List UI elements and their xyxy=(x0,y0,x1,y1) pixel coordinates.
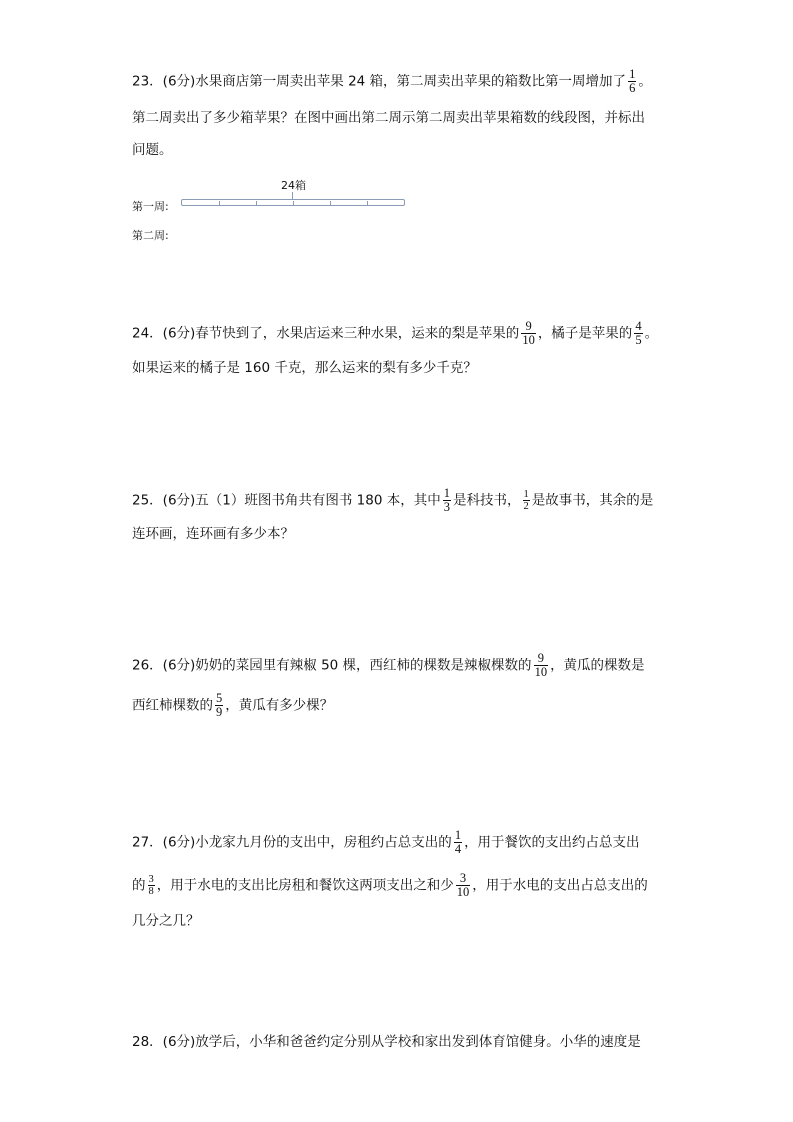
q27-fraction-rent: $\frac{1}{4}$ xyxy=(454,828,462,856)
q24-line1: 24．(6分)春节快到了，水果店运来三种水果，运来的梨是苹果的 $\frac{9}{10}$ ，橘子是苹果的 $\frac{4}{5}$ 。 xyxy=(132,319,659,347)
diagram-top-tick xyxy=(292,192,293,199)
q27-fraction-less: $\frac{3}{10}$ xyxy=(456,871,470,899)
q26-fraction-tomato: $\frac{9}{10}$ xyxy=(534,651,548,679)
q24-fraction-orange: $\frac{4}{5}$ xyxy=(635,319,642,347)
q25-line1: 25．(6分)五（1）班图书角共有图书 180 本，其中 $\frac{1}{3}$ 是科技书， $\frac{1}{2}$ 是故事书，其余的是 xyxy=(132,486,654,514)
segment-tick xyxy=(256,201,257,205)
diagram-top-label: 24箱 xyxy=(281,179,306,192)
week1-segment-bar xyxy=(181,199,405,206)
q26-line2: 西红柿棵数的 $\frac{5}{9}$ ，黄瓜有多少棵？ xyxy=(132,691,334,719)
q27-line2: 的 $\frac{3}{8}$ ，用于水电的支出比房租和餐饮这两项支出之和少 $\frac{3}{10}$ ，用于水电的支出占总支出的 xyxy=(132,871,648,899)
q23-fraction: $\frac{1}{6}$ xyxy=(629,67,636,95)
week1-label: 第一周: xyxy=(132,200,169,213)
q25-fraction-science: $\frac{1}{3}$ xyxy=(443,486,450,514)
q25-fraction-story: $\frac{1}{2}$ xyxy=(523,489,529,512)
segment-tick xyxy=(330,201,331,205)
q23-line3: 问题。 xyxy=(132,142,173,158)
q27-line3: 几分之几？ xyxy=(132,913,200,929)
q27-fraction-food: $\frac{3}{8}$ xyxy=(148,874,154,897)
q25-line2: 连环画，连环画有多少本？ xyxy=(132,526,294,542)
q28-line1: 28．(6分)放学后，小华和爸爸约定分别从学校和家出发到体育馆健身。小华的速度是 xyxy=(132,1034,641,1050)
q27-line1: 27．(6分)小龙家九月份的支出中，房租约占总支出的 $\frac{1}{4}$ ，用于餐饮的支出约占总支出 xyxy=(132,828,640,856)
segment-tick xyxy=(219,201,220,205)
q24-fraction-pear: $\frac{9}{10}$ xyxy=(522,319,535,347)
segment-tick xyxy=(367,201,368,205)
q26-fraction-cucumber: $\frac{5}{9}$ xyxy=(216,691,223,719)
q24-line2: 如果运来的橘子是 160 千克，那么运来的梨有多少千克？ xyxy=(132,360,477,376)
q23-line2: 第二周卖出了多少箱苹果？在图中画出第二周示第二周卖出苹果箱数的线段图，并标出 xyxy=(132,110,645,126)
q23-text-a: 23．(6分)水果商店第一周卖出苹果 24 箱，第二周卖出苹果的箱数比第一周增加了 xyxy=(132,73,627,90)
week2-label: 第二周: xyxy=(132,229,169,242)
q26-line1: 26．(6分)奶奶的菜园里有辣椒 50 棵，西红柿的棵数是辣椒棵数的 $\frac{9}{10}$ ，黄瓜的棵数是 xyxy=(132,651,645,679)
q23-line1: 23．(6分)水果商店第一周卖出苹果 24 箱，第二周卖出苹果的箱数比第一周增加了 $\frac{1}{6}$ 。 xyxy=(132,67,652,95)
segment-tick xyxy=(293,201,294,205)
